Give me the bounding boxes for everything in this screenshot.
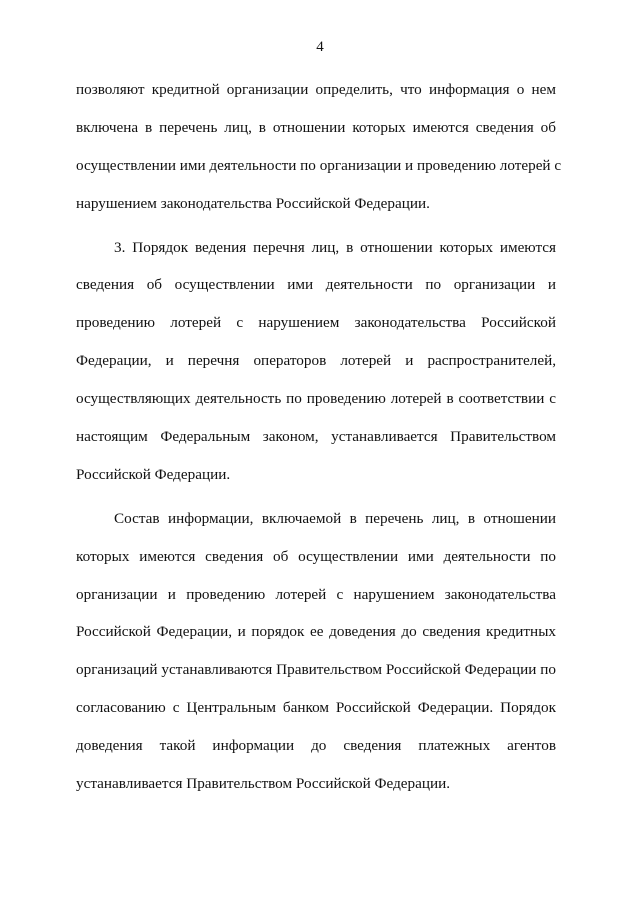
text-line: настоящим Федеральным законом, устанавливается Правительством: [76, 428, 556, 446]
text-line: организаций устанавливаются Правительством Российской Федерации по: [76, 661, 556, 679]
text-line: осуществляющих деятельность по проведению лотерей в соответствии с: [76, 390, 556, 408]
document-body: [76, 71, 562, 803]
text-line: которых имеются сведения об осуществлении ими деятельности по: [76, 547, 556, 565]
text-line: согласованию с Центральным банком Российской Федерации. Порядок: [76, 699, 556, 717]
text-line: Российской Федерации.: [76, 465, 231, 483]
text-line: организации и проведению лотерей с нарушением законодательства: [76, 585, 556, 603]
paragraph-composition: [76, 500, 556, 803]
text-line: проведению лотерей с нарушением законодательства Российской: [76, 314, 556, 332]
text-line: Федерации, и перечня операторов лотерей и распространителей,: [76, 352, 556, 370]
text-line: Российской Федерации, и порядок ее доведения до сведения кредитных: [76, 623, 556, 641]
text-line: 3. Порядок ведения перечня лиц, в отношении которых имеются: [114, 238, 556, 256]
text-line: осуществлении ими деятельности по организации и проведению лотерей с: [76, 156, 562, 174]
page-number: 4: [316, 39, 324, 55]
text-line: доведения такой информации до сведения платежных агентов: [76, 737, 556, 755]
text-line: устанавливается Правительством Российской Федерации.: [76, 775, 451, 793]
paragraph-continuation: [76, 71, 562, 223]
text-line: позволяют кредитной организации определить, что информация о нем: [76, 81, 556, 98]
text-line: включена в перечень лиц, в отношении которых имеются сведения об: [76, 118, 556, 136]
text-line: Состав информации, включаемой в перечень лиц, в отношении: [114, 509, 556, 527]
paragraph-item-3: [76, 229, 556, 494]
text-line: нарушением законодательства Российской Федерации.: [76, 194, 430, 212]
text-line: сведения об осуществлении ими деятельности по организации и: [76, 276, 556, 294]
